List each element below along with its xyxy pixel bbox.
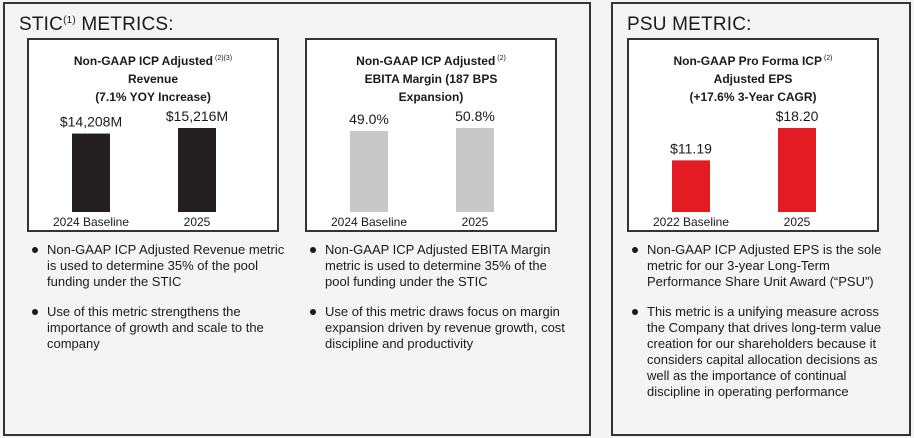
list-item: This metric is a unifying measure across the Company that drives long-term value creation for our shareholders because it considers capital allocation decisions as well as the importance of continual discipline in operating performance (631, 304, 899, 400)
eps-chart-title: Non-GAAP Pro Forma ICP $^{(2)}$ Adjusted EPS (+17.6% 3-Year CAGR) (673, 54, 833, 104)
revenue-chart-card (27, 38, 279, 232)
list-item: Use of this metric draws focus on margin expansion driven by revenue growth, cost discipline and productivity (309, 304, 569, 352)
stic-section-title: STIC$^{(1)}$ METRICS: (19, 14, 174, 35)
eps-chart-card (627, 38, 879, 232)
revenue-chart-title: Non-GAAP ICP Adjusted $^{(2)(3)}$ Revenue (7.1% YOY Increase) (73, 54, 233, 104)
ebita-chart-title: Non-GAAP ICP Adjusted $^{(2)}$ EBITA Margin (187 BPS Expansion) (356, 54, 506, 104)
bar-2022-baseline (672, 160, 710, 212)
ebita-bar-chart (307, 40, 555, 230)
stic-metrics-panel (3, 2, 591, 436)
category-tick-label: 2022 Baseline (652, 215, 730, 229)
eps-bullet-list (631, 242, 899, 414)
category-tick-label: 2025 (783, 215, 811, 229)
category-tick-label: 2024 Baseline (330, 215, 408, 229)
psu-section-title: PSU METRIC: (627, 14, 752, 35)
data-label: 50.8% (455, 108, 495, 124)
revenue-bullet-list (31, 242, 286, 366)
data-label: $11.19 (670, 140, 712, 157)
category-tick-label: 2024 Baseline (52, 215, 130, 229)
data-label: $14,208M (59, 113, 123, 130)
eps-bar-chart (629, 40, 877, 230)
category-tick-label: 2025 (183, 215, 211, 229)
bar-2024-baseline (350, 131, 388, 212)
category-tick-label: 2025 (461, 215, 489, 229)
data-label: 49.0% (349, 110, 389, 127)
bar-2024-baseline (72, 134, 110, 212)
bar-2025 (178, 128, 216, 212)
list-item: Non-GAAP ICP Adjusted Revenue metric is used to determine 35% of the pool funding under the STIC (31, 242, 286, 290)
list-item: Use of this metric strengthens the importance of growth and scale to the company (31, 304, 286, 352)
revenue-bar-chart (29, 40, 277, 230)
bar-2025 (456, 128, 494, 212)
ebita-bullet-list (309, 242, 569, 366)
ebita-chart-card (305, 38, 557, 232)
data-label: $18.20 (775, 108, 819, 124)
data-label: $15,216M (165, 108, 229, 124)
list-item: Non-GAAP ICP Adjusted EPS is the sole metric for our 3-year Long-Term Performance Share Unit Award (“PSU”) (631, 242, 899, 290)
list-item: Non-GAAP ICP Adjusted EBITA Margin metric is used to determine 35% of the pool funding under the STIC (309, 242, 569, 290)
bar-2025 (778, 128, 816, 212)
psu-metric-panel (611, 2, 911, 436)
